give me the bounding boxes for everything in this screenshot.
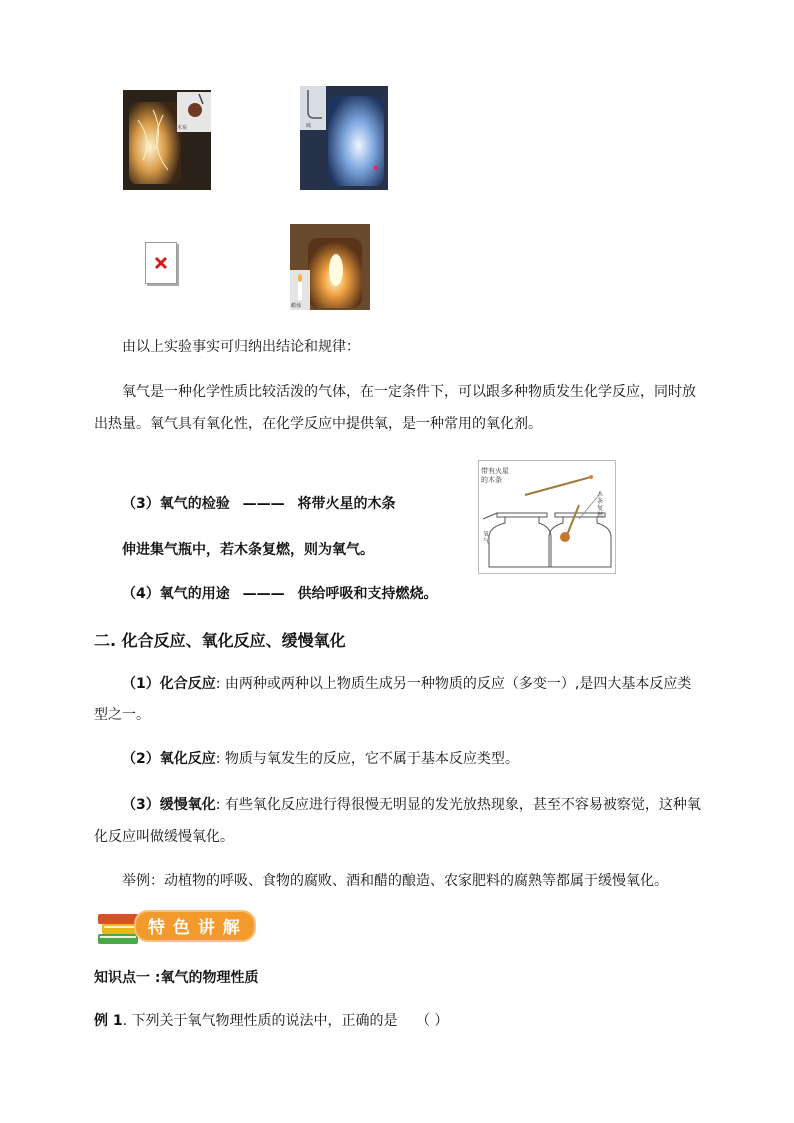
photo-caption: 硫: [306, 123, 312, 129]
item-number: （2）: [122, 751, 160, 767]
knowledge-point-title: 知识点一 :氧气的物理性质: [94, 970, 259, 986]
banner-label: 特 色 讲 解: [148, 918, 241, 938]
answer-blank: （ ）: [415, 1013, 449, 1029]
example-text: . 下列关于氧气物理性质的说法中，正确的是: [122, 1013, 398, 1029]
section2-item3: [122, 788, 701, 822]
broken-image-icon: [146, 243, 176, 283]
term: 化合反应: [159, 676, 216, 692]
item-number: （1）: [122, 676, 160, 692]
photo-caption: 蜡烛: [291, 303, 302, 309]
splint-label: 带有火星 的木条: [481, 467, 509, 484]
definition: : 物质与氧发生的反应，它不属于基本反应类型。: [215, 751, 519, 767]
conclusion-body-line1: 氧气是一种化学性质比较活泼的气体，在一定条件下，可以跟多种物质发生化学反应，同时放: [122, 384, 696, 400]
sulfur-burning-photo: [300, 86, 388, 190]
section2-title: 二. 化合反应、氧化反应、缓慢氧化: [94, 631, 346, 650]
section2-item2: [122, 742, 519, 776]
section2-item1-cont: 型之一。: [94, 707, 150, 723]
photo-caption: 木炭: [177, 125, 188, 131]
example-label: 例 1: [94, 1013, 123, 1029]
oxygen-test-text: 将带火星的木条: [297, 496, 396, 512]
charcoal-burning-image: [123, 90, 211, 190]
term: 氧化反应: [159, 751, 216, 767]
item-number: （4）: [122, 586, 160, 602]
oxygen-test-title: 氧气的检验: [159, 496, 230, 512]
oxygen-test-line1: [122, 487, 396, 521]
sulfur-burning-image: [300, 86, 388, 190]
item-number: （3）: [122, 797, 160, 813]
oxygen-label: 氧气: [483, 531, 490, 545]
section2-example: 举例：动植物的呼吸、食物的腐败、酒和醋的酿造、农家肥料的腐熟等都属于缓慢氧化。: [122, 873, 668, 889]
dash: ———: [242, 586, 285, 602]
example1-question: [94, 1004, 448, 1038]
section2-item1: [122, 667, 691, 701]
oxygen-test-diagram: [478, 460, 616, 574]
charcoal-burning-photo: [123, 90, 211, 190]
section2-item3-cont: 化反应叫做缓慢氧化。: [94, 829, 234, 845]
definition: : 由两种或两种以上物质生成另一种物质的反应（多变一）,是四大基本反应类: [215, 676, 692, 692]
relight-label: 木条复燃: [597, 491, 604, 519]
candle-burning-photo: [290, 224, 370, 310]
oxygen-use-title: 氧气的用途: [159, 586, 230, 602]
oxygen-test-line2: 伸进集气瓶中，若木条复燃，则为氧气。: [122, 542, 374, 558]
conclusion-intro: 由以上实验事实可归纳出结论和规律：: [122, 339, 360, 355]
broken-image-placeholder: [145, 242, 177, 284]
candle-burning-image: [290, 224, 370, 310]
term: 缓慢氧化: [159, 797, 216, 813]
oxygen-use-line: [122, 577, 438, 611]
item-number: （3）: [122, 496, 160, 512]
definition: : 有些氧化反应进行得很慢无明显的发光放热现象，甚至不容易被察觉，这种氧: [215, 797, 701, 813]
oxygen-use-text: 供给呼吸和支持燃烧。: [297, 586, 438, 602]
conclusion-body-line2: 出热量。氧气具有氧化性，在化学反应中提供氧，是一种常用的氧化剂。: [94, 416, 542, 432]
dash: ———: [242, 496, 285, 512]
feature-banner: [96, 904, 256, 948]
